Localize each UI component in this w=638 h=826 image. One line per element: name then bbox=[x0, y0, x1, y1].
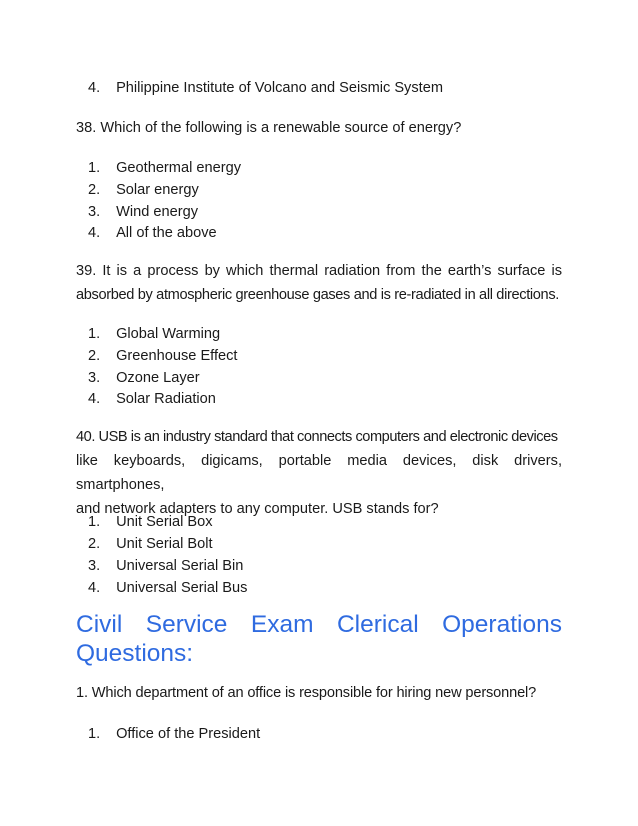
heading-word: Service bbox=[145, 611, 228, 638]
option-number: 3. bbox=[88, 558, 101, 574]
q38-option-1 bbox=[88, 158, 241, 178]
option-text: Universal Serial Bin bbox=[116, 558, 244, 574]
option-text: All of the above bbox=[116, 225, 217, 241]
option-number: 3. bbox=[88, 370, 101, 386]
q38-option-2 bbox=[88, 180, 199, 200]
option-number: 4. bbox=[88, 225, 101, 241]
q40-option-2 bbox=[88, 534, 213, 554]
question-39-line-1: 39. It is a process by which thermal radiation from the earth’s surface is bbox=[76, 263, 562, 279]
option-text: Office of the President bbox=[116, 726, 261, 742]
q38-option-4 bbox=[88, 223, 217, 243]
option-text: Solar energy bbox=[116, 182, 199, 198]
option-number: 2. bbox=[88, 348, 101, 364]
q1-option-1 bbox=[88, 724, 260, 744]
question-40-line-3: and network adapters to any computer. USB stands for? bbox=[76, 501, 439, 517]
option-number: 1. bbox=[88, 326, 101, 342]
q40-option-1 bbox=[88, 512, 213, 532]
option-number: 4. bbox=[88, 80, 101, 96]
question-40-line-2: like keyboards, digicams, portable media devices, disk drivers, smartphones, bbox=[76, 453, 562, 493]
heading-word: Exam bbox=[250, 611, 314, 638]
question-1: 1. Which department of an office is responsible for hiring new personnel? bbox=[76, 685, 537, 701]
question-38: 38. Which of the following is a renewable source of energy? bbox=[76, 120, 462, 136]
option-text: Wind energy bbox=[116, 204, 198, 220]
option-text: Greenhouse Effect bbox=[116, 348, 238, 364]
question-39 bbox=[76, 259, 562, 307]
q39-option-1 bbox=[88, 324, 220, 344]
heading-word: Civil bbox=[76, 611, 123, 638]
q39-option-4 bbox=[88, 389, 216, 409]
option-text: Global Warming bbox=[116, 326, 221, 342]
q39-option-3 bbox=[88, 368, 200, 388]
option-number: 1. bbox=[88, 160, 101, 176]
question-40 bbox=[76, 425, 562, 521]
option-number: 1. bbox=[88, 514, 101, 530]
question-40-line-1: 40. USB is an industry standard that connects computers and electronic devices bbox=[76, 429, 558, 445]
option-text: Unit Serial Bolt bbox=[116, 536, 213, 552]
option-text: Universal Serial Bus bbox=[116, 580, 248, 596]
option-number: 4. bbox=[88, 391, 101, 407]
option-number: 1. bbox=[88, 726, 101, 742]
option-number: 4. bbox=[88, 580, 101, 596]
heading-word: Operations bbox=[442, 611, 562, 638]
question-39-line-2: absorbed by atmospheric greenhouse gases and is re-radiated in all directions. bbox=[76, 287, 559, 303]
q40-option-4 bbox=[88, 578, 247, 598]
option-number: 2. bbox=[88, 182, 101, 198]
option-number: 3. bbox=[88, 204, 101, 220]
option-text: Solar Radiation bbox=[116, 391, 216, 407]
option-text: Geothermal energy bbox=[116, 160, 241, 176]
option-text: Unit Serial Box bbox=[116, 514, 213, 530]
q37-option-4 bbox=[88, 78, 443, 98]
q39-option-2 bbox=[88, 346, 238, 366]
q38-option-3 bbox=[88, 202, 198, 222]
section-heading-line-2: Questions: bbox=[76, 640, 194, 667]
option-number: 2. bbox=[88, 536, 101, 552]
q40-option-3 bbox=[88, 556, 243, 576]
heading-word: Clerical bbox=[336, 611, 419, 638]
section-heading bbox=[76, 610, 562, 668]
option-text: Ozone Layer bbox=[116, 370, 200, 386]
section-heading-line-1 bbox=[76, 610, 562, 639]
option-text: Philippine Institute of Volcano and Seismic System bbox=[116, 80, 443, 96]
